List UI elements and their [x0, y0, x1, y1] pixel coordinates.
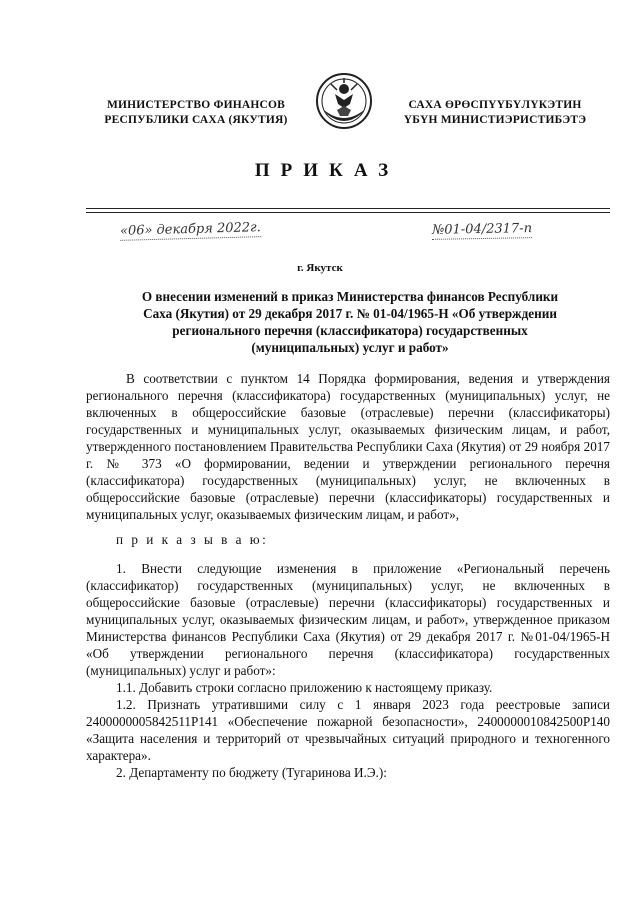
- header-divider-top: [86, 208, 610, 209]
- order-number-handwritten: [432, 221, 532, 238]
- coat-of-arms-icon: [315, 70, 373, 132]
- item-1-1-paragraph: 1.1. Добавить строки согласно приложению к настоящему приказу.: [116, 680, 493, 695]
- order-body: [86, 370, 610, 781]
- document-title: ПРИКАЗ: [254, 160, 400, 181]
- city-name: г. Якутск: [297, 262, 343, 274]
- item-1-2-paragraph: 1.2. Признать утратившими силу с 1 января 2023 года реестровые записи 2400000005842511Р141 «Обеспечение пожарной безопасности», 2400000010842500Р140 «Защита населения и территорий от чрезвычайных ситуаций природного и техногенного характера».: [86, 697, 610, 763]
- ministry-name-sakha: [380, 98, 610, 128]
- order-date-handwritten: [120, 220, 261, 239]
- order-number-value: №01-04/2317-п: [431, 221, 533, 238]
- order-word: п р и к а з ы в а ю:: [116, 532, 269, 547]
- ministry-name-russian: [86, 98, 306, 128]
- order-heading-line3: регионального перечня (классификатора) государственных: [172, 323, 528, 338]
- header-divider-bottom: [86, 212, 610, 213]
- item-2-paragraph: 2. Департаменту по бюджету (Тугаринова И.Э.):: [116, 765, 387, 780]
- order-heading-line1: О внесении изменений в приказ Министерства финансов Республики: [141, 289, 559, 304]
- ministry-name-russian-line2: РЕСПУБЛИКИ САХА (ЯКУТИЯ): [104, 114, 288, 126]
- preamble-paragraph: В соответствии с пунктом 14 Порядка формирования, ведения и утверждения регионального перечня (классификатора) государственных (муниципальных) услуг, не включенных в общероссийские базовые (отраслевые) перечни (классификаторы) государственных и муниципальных услуг, оказываемых физическим лицам, и работ, утвержденного постановлением Правительства Республики Саха (Якутия) от 29 ноября 2017 г. № 373 «О формировании, ведении и утверждении регионального перечня (классификатора) государственных (муниципальных) услуг, не включенных в общероссийские базовые (отраслевые) перечни (классификаторы) государственных и муниципальных услуг, оказываемых физическим лицам, и работ»,: [86, 371, 610, 522]
- item-1-paragraph: 1. Внести следующие изменения в приложение «Региональный перечень (классификатор) государственных (муниципальных) услуг, не включенных в общероссийские базовые (отраслевые) перечни (классификаторы) государственных и муниципальных услуг, оказываемых физическим лицам, и работ», утвержденное приказом Министерства финансов Республики Саха (Якутия) от 29 декабря 2017 г. №01-04/1965-Н «Об утверждении регионального перечня (классификатора) государственных (муниципальных) услуг и работ»:: [86, 561, 610, 678]
- order-heading: [100, 288, 600, 356]
- order-date-value: «06» декабря 2022г.: [119, 220, 261, 239]
- order-heading-line2: Саха (Якутия) от 29 декабря 2017 г. № 01-04/1965-Н «Об утверждении: [143, 306, 557, 321]
- ministry-name-sakha-line1: САХА ӨРӨСПҮҮБҮЛҮКЭТИН: [408, 99, 582, 111]
- order-heading-line4: (муниципальных) услуг и работ»: [251, 340, 449, 355]
- ministry-name-sakha-line2: ҮБҮН МИНИСТИЭРИСТИБЭТЭ: [403, 114, 587, 126]
- ministry-name-russian-line1: МИНИСТЕРСТВО ФИНАНСОВ: [106, 99, 286, 111]
